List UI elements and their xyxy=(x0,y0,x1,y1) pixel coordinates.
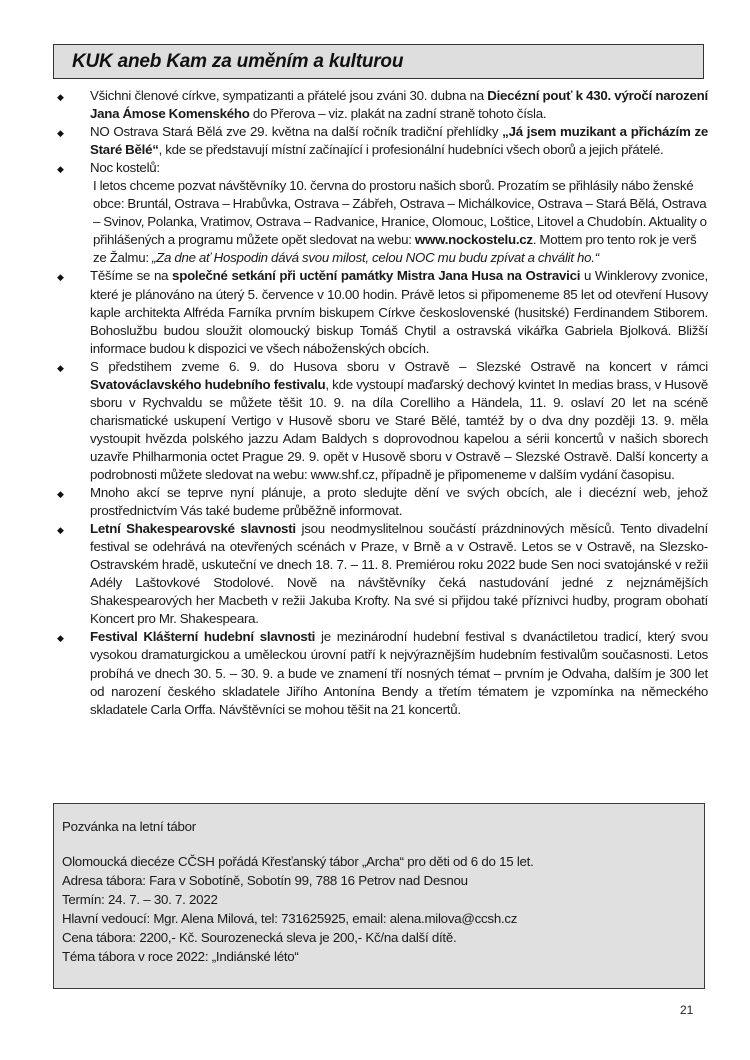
item-body xyxy=(90,177,708,267)
item-text: I letos chceme pozvat návštěvníky 10. června do prostoru našich sborů. Prozatím se přihlásily nábo ženské obce: Bruntál, Ostrava – Hrabůvka, Ostrava – Zábřeh, Ostrava – Michálkovice, Ostrava – Stará Bělá, Ostrava – Svinov, Polanka, Vratimov, Ostrava – Radvanice, Hranice, Olomouc, Loštice, Litovel a Chudobín. Aktuality o přihlášených a programu můžete opět sledovat na webu: xyxy=(93,178,707,248)
item-text: u Winklerovy zvonice, které je plánováno na úterý 5. července v 10.00 hodin. Právě letos si připomeneme 85 let od otevření Husovy kaple architekta Alfréda Farníka prvním biskupem Církve československé (husitské) Ferdinandem Stiborem. Bohoslužbu budou sloužit olomoucký biskup Tomáš Chytil a ostravská vikářka Gabriela Bjolková. Bližší informace budou k dispozici ve všech náboženských obcích. xyxy=(90,268,708,356)
list-item-diecezni-pout xyxy=(53,87,708,123)
section-header-box xyxy=(53,44,704,79)
diamond-bullet-icon: ◆ xyxy=(57,525,64,536)
event-list xyxy=(53,87,708,719)
item-text: , kde vystoupí maďarský dechový kvintet In medias brass, v Husově sboru v Rychvaldu se můžete těšit 10. 9. na díla Corelliho a Händela, 11. 9. oslaví 20 let na scéně charismatické uskupení Vertigo v Husově sboru ve Staré Bělé, tamtéž by o dva dny později 13. 9. měla vystoupit hvězda polského jazzu Adam Baldych s doprovodnou kapelou a sérii koncertů v našich sborech uzavře Philharmonia octet Prague 29. 9. opět v Husově sboru v Ostravě – Slezské Ostravě. Další koncerty a podrobnosti můžete sledovat na webu: www.shf.cz, případně je připomeneme v dalším vydání časopisu. xyxy=(90,376,708,482)
item-text: NO Ostrava Stará Bělá zve 29. května na další ročník tradiční přehlídky xyxy=(90,124,503,140)
camp-address: Adresa tábora: Fara v Sobotíně, Sobotín 99, 788 16 Petrov nad Desnou xyxy=(62,873,468,888)
list-item-klasterni-slavnosti xyxy=(53,628,708,718)
item-text: Těšíme se na xyxy=(90,268,173,284)
camp-price: Cena tábora: 2200,- Kč. Sourozenecká sleva je 200,- Kč/na další dítě. xyxy=(62,930,457,945)
item-text: jsou neodmyslitelnou součástí prázdninových měsíců. Tento divadelní festival se odehrává na otevřených scénách v Praze, v Brně a v Ostravě. Letos se v Ostravě, na Slezsko-Ostravském hradě, uskuteční ve dnech 18. 7. – 11. 8. Premiérou roku 2022 bude Sen noci svatojánské v režii Adély Laštovkové Stodolové. Nově na návštěvníky čeká nastudování jedné z nejznámějších Shakespearových her Macbeth v režii Jakuba Krofty. Na své si přijdou také příznivci hudby, program obohatí Koncert pro Mr. Shakespeara. xyxy=(90,521,708,627)
item-highlight: společné setkání při uctění památky Mistra Jana Husa na Ostravici xyxy=(172,268,581,284)
list-item-muzikant xyxy=(53,123,708,159)
camp-dates: Termín: 24. 7. – 30. 7. 2022 xyxy=(62,892,218,907)
camp-leader: Hlavní vedoucí: Mgr. Alena Milová, tel: 731625925, email: alena.milova@ccsh.cz xyxy=(62,911,518,926)
item-text: Mnoho akcí se teprve nyní plánuje, a proto sledujte dění ve svých obcích, ale i diecézní web, jehož prostřednictvím Vás také budeme průběžně informovat. xyxy=(90,485,708,519)
psalm-quote: „Za dne ať Hospodin dává svou milost, celou NOC mu budu zpívat a chválit ho.“ xyxy=(151,250,599,266)
diamond-bullet-icon: ◆ xyxy=(57,489,64,500)
item-text: do Přerova – viz. plakát na zadní straně tohoto čísla. xyxy=(249,106,547,122)
list-item-hus-ostravice xyxy=(53,267,708,357)
page-number: 21 xyxy=(680,1003,694,1017)
diamond-bullet-icon: ◆ xyxy=(57,362,64,373)
item-title: Noc kostelů: xyxy=(90,160,160,176)
item-highlight: Diecézní pouť k 430. výročí narození Jana Ámose Komenského xyxy=(90,88,708,122)
list-item-shakespeare xyxy=(53,520,708,628)
item-text: je mezinárodní hudební festival s dvanáctiletou tradicí, který svou vysokou dramaturgickou a uměleckou úrovní patří k nejvýraznějším hudebním festivalům současnosti. Letos probíhá ve dnech 30. 5. – 30. 9. a bude ve znamení tří nosných témat – prvním je Odvaha, dalším je 300 let od narození českého skladatele Jiřího Antonína Bendy a třetím tématem je vzpomínka na německého skladatele Carla Orffa. Návštěvníci se mohou těšit na 21 koncertů. xyxy=(90,629,708,717)
item-highlight: Letní Shakespearovské slavnosti xyxy=(90,521,296,537)
spacer xyxy=(62,836,696,852)
item-text: Všichni členové církve, sympatizanti a přátelé jsou zváni 30. dubna na xyxy=(90,88,488,103)
diamond-bullet-icon: ◆ xyxy=(57,272,64,283)
camp-organizer: Olomoucká diecéze CČSH pořádá Křesťanský tábor „Archa“ pro děti od 6 do 15 let. xyxy=(62,854,534,869)
camp-title: Pozvánka na letní tábor xyxy=(62,819,196,834)
list-item-planovane-akce xyxy=(53,484,708,520)
diamond-bullet-icon: ◆ xyxy=(57,92,64,102)
camp-invitation-box xyxy=(53,803,705,989)
item-text: , kde se představují místní začínající i profesionální hudebníci všech oborů a jejich přátelé. xyxy=(158,142,664,158)
nockostelu-link[interactable]: www.nockostelu.cz xyxy=(414,232,533,248)
item-highlight: „Já jsem muzikant a přicházím ze Staré Bělé“ xyxy=(90,124,709,158)
item-highlight: Festival Klášterní hudební slavnosti xyxy=(90,629,316,645)
camp-content xyxy=(62,817,696,966)
list-item-svatovaclavsky-festival xyxy=(53,358,708,484)
diamond-bullet-icon: ◆ xyxy=(57,128,64,139)
item-text: . Mottem pro tento rok je verš ze Žalmu: xyxy=(93,232,697,266)
item-highlight: Svatováclavského hudebního festivalu xyxy=(90,376,326,392)
section-title: KUK aneb Kam za uměním a kulturou xyxy=(72,51,404,72)
diamond-bullet-icon: ◆ xyxy=(57,633,64,644)
item-text: S předstihem zveme 6. 9. do Husova sboru v Ostravě – Slezské Ostravě na koncert v rámci xyxy=(90,358,708,374)
camp-theme: Téma tábora v roce 2022: „Indiánské léto“ xyxy=(62,949,299,964)
diamond-bullet-icon: ◆ xyxy=(57,164,64,175)
list-item-noc-kostelu xyxy=(53,159,708,267)
